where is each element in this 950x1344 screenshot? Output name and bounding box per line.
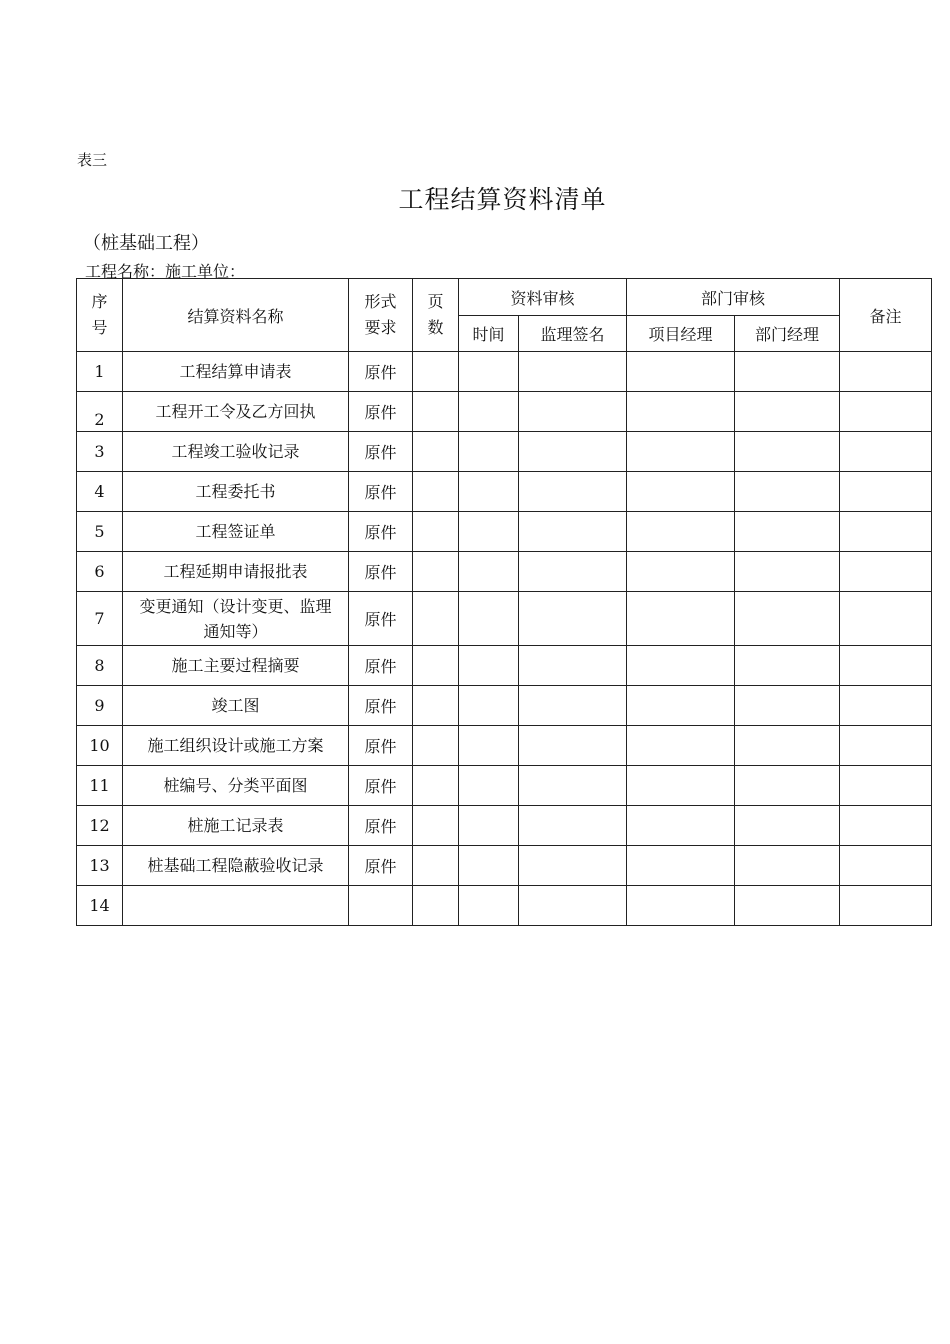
row-number: 1 xyxy=(77,352,123,392)
row-supervisor-sign-cell[interactable] xyxy=(519,512,627,552)
header-project-manager: 项目经理 xyxy=(627,316,735,352)
row-form-requirement: 原件 xyxy=(349,392,413,432)
row-number: 7 xyxy=(77,592,123,646)
row-form-requirement: 原件 xyxy=(349,646,413,686)
row-pages-cell[interactable] xyxy=(413,886,459,926)
row-time-cell[interactable] xyxy=(459,552,519,592)
row-time-cell[interactable] xyxy=(459,726,519,766)
row-number: 9 xyxy=(77,686,123,726)
row-dept-manager-cell[interactable] xyxy=(735,512,840,552)
row-remarks-cell[interactable] xyxy=(840,726,932,766)
table-number-label: 表三 xyxy=(77,151,108,169)
row-document-name: 工程委托书 xyxy=(123,472,349,512)
row-number: 2 xyxy=(77,392,123,432)
settlement-document-table xyxy=(76,278,932,926)
row-document-name-line1: 变更通知（设计变更、监理 xyxy=(139,596,332,616)
row-document-name: 竣工图 xyxy=(123,686,349,726)
row-number: 13 xyxy=(77,846,123,886)
header-pages-line2: 数 xyxy=(427,318,444,337)
row-dept-manager-cell[interactable] xyxy=(735,472,840,512)
table-row xyxy=(77,352,932,392)
row-form-requirement: 原件 xyxy=(349,686,413,726)
row-time-cell[interactable] xyxy=(459,766,519,806)
row-document-name: 工程开工令及乙方回执 xyxy=(123,392,349,432)
header-form xyxy=(349,279,413,352)
header-pages xyxy=(413,279,459,352)
row-dept-manager-cell[interactable] xyxy=(735,432,840,472)
row-pages-cell[interactable] xyxy=(413,806,459,846)
row-dept-manager-cell[interactable] xyxy=(735,552,840,592)
row-document-name: 桩基础工程隐蔽验收记录 xyxy=(123,846,349,886)
row-pages-cell[interactable] xyxy=(413,646,459,686)
row-supervisor-sign-cell[interactable] xyxy=(519,592,627,646)
header-time: 时间 xyxy=(459,316,519,352)
row-number: 8 xyxy=(77,646,123,686)
row-form-requirement: 原件 xyxy=(349,352,413,392)
row-dept-manager-cell[interactable] xyxy=(735,646,840,686)
row-document-name: 工程签证单 xyxy=(123,512,349,552)
row-time-cell[interactable] xyxy=(459,846,519,886)
row-dept-manager-cell[interactable] xyxy=(735,886,840,926)
header-supervisor-sign: 监理签名 xyxy=(519,316,627,352)
table-row xyxy=(77,766,932,806)
row-time-cell[interactable] xyxy=(459,806,519,846)
table-row xyxy=(77,686,932,726)
row-pages-cell[interactable] xyxy=(413,766,459,806)
header-seq-line2: 号 xyxy=(91,318,108,337)
header-seq xyxy=(77,279,123,352)
row-document-name: 工程竣工验收记录 xyxy=(123,432,349,472)
row-form-requirement: 原件 xyxy=(349,592,413,646)
row-document-name-line2: 通知等） xyxy=(203,621,268,641)
row-remarks-cell[interactable] xyxy=(840,646,932,686)
row-form-requirement: 原件 xyxy=(349,472,413,512)
row-number: 6 xyxy=(77,552,123,592)
row-remarks-cell[interactable] xyxy=(840,886,932,926)
row-project-manager-cell[interactable] xyxy=(627,472,735,512)
row-supervisor-sign-cell[interactable] xyxy=(519,646,627,686)
header-name: 结算资料名称 xyxy=(123,279,349,352)
row-dept-manager-cell[interactable] xyxy=(735,806,840,846)
header-form-line2: 要求 xyxy=(364,318,397,337)
row-document-name[interactable] xyxy=(123,886,349,926)
row-time-cell[interactable] xyxy=(459,686,519,726)
row-project-manager-cell[interactable] xyxy=(627,806,735,846)
row-number: 10 xyxy=(77,726,123,766)
row-project-manager-cell[interactable] xyxy=(627,392,735,432)
row-number: 3 xyxy=(77,432,123,472)
row-document-name: 桩编号、分类平面图 xyxy=(123,766,349,806)
row-dept-manager-cell[interactable] xyxy=(735,392,840,432)
project-info-line: 工程名称：施工单位： xyxy=(85,262,246,281)
row-project-manager-cell[interactable] xyxy=(627,766,735,806)
header-doc-review: 资料审核 xyxy=(459,279,627,316)
row-pages-cell[interactable] xyxy=(413,726,459,766)
row-dept-manager-cell[interactable] xyxy=(735,686,840,726)
row-document-name: 桩施工记录表 xyxy=(123,806,349,846)
row-form-requirement: 原件 xyxy=(349,846,413,886)
document-title: 工程结算资料清单 xyxy=(398,185,607,214)
row-dept-manager-cell[interactable] xyxy=(735,726,840,766)
row-form-requirement: 原件 xyxy=(349,806,413,846)
row-project-manager-cell[interactable] xyxy=(627,646,735,686)
row-dept-manager-cell[interactable] xyxy=(735,766,840,806)
row-project-manager-cell[interactable] xyxy=(627,352,735,392)
row-form-requirement: 原件 xyxy=(349,766,413,806)
row-form-requirement[interactable] xyxy=(349,886,413,926)
row-pages-cell[interactable] xyxy=(413,512,459,552)
table-row xyxy=(77,726,932,766)
row-number: 12 xyxy=(77,806,123,846)
row-project-manager-cell[interactable] xyxy=(627,686,735,726)
row-remarks-cell[interactable] xyxy=(840,766,932,806)
row-document-name xyxy=(123,592,349,646)
row-supervisor-sign-cell[interactable] xyxy=(519,392,627,432)
row-remarks-cell[interactable] xyxy=(840,472,932,512)
row-pages-cell[interactable] xyxy=(413,552,459,592)
row-supervisor-sign-cell[interactable] xyxy=(519,886,627,926)
row-pages-cell[interactable] xyxy=(413,352,459,392)
table-row xyxy=(77,512,932,552)
row-supervisor-sign-cell[interactable] xyxy=(519,352,627,392)
row-time-cell[interactable] xyxy=(459,646,519,686)
row-form-requirement: 原件 xyxy=(349,432,413,472)
row-supervisor-sign-cell[interactable] xyxy=(519,432,627,472)
row-remarks-cell[interactable] xyxy=(840,846,932,886)
table-row xyxy=(77,646,932,686)
row-time-cell[interactable] xyxy=(459,886,519,926)
row-time-cell[interactable] xyxy=(459,592,519,646)
row-pages-cell[interactable] xyxy=(413,846,459,886)
document-subtitle: （桩基础工程） xyxy=(83,233,209,254)
header-remarks: 备注 xyxy=(840,279,932,352)
table-row xyxy=(77,552,932,592)
table-row xyxy=(77,886,932,926)
row-dept-manager-cell[interactable] xyxy=(735,592,840,646)
row-pages-cell[interactable] xyxy=(413,592,459,646)
row-project-manager-cell[interactable] xyxy=(627,512,735,552)
row-supervisor-sign-cell[interactable] xyxy=(519,472,627,512)
row-pages-cell[interactable] xyxy=(413,432,459,472)
header-form-line1: 形式 xyxy=(364,292,397,311)
row-dept-manager-cell[interactable] xyxy=(735,846,840,886)
row-document-name: 施工组织设计或施工方案 xyxy=(123,726,349,766)
table-row xyxy=(77,472,932,512)
row-pages-cell[interactable] xyxy=(413,472,459,512)
row-project-manager-cell[interactable] xyxy=(627,432,735,472)
table-row xyxy=(77,392,932,432)
row-time-cell[interactable] xyxy=(459,472,519,512)
row-remarks-cell[interactable] xyxy=(840,432,932,472)
row-remarks-cell[interactable] xyxy=(840,552,932,592)
row-time-cell[interactable] xyxy=(459,352,519,392)
row-document-name: 工程延期申请报批表 xyxy=(123,552,349,592)
row-pages-cell[interactable] xyxy=(413,392,459,432)
row-project-manager-cell[interactable] xyxy=(627,552,735,592)
row-project-manager-cell[interactable] xyxy=(627,592,735,646)
table-row xyxy=(77,432,932,472)
row-supervisor-sign-cell[interactable] xyxy=(519,552,627,592)
row-form-requirement: 原件 xyxy=(349,512,413,552)
row-remarks-cell[interactable] xyxy=(840,512,932,552)
row-form-requirement: 原件 xyxy=(349,552,413,592)
row-remarks-cell[interactable] xyxy=(840,592,932,646)
row-project-manager-cell[interactable] xyxy=(627,886,735,926)
row-number: 5 xyxy=(77,512,123,552)
row-remarks-cell[interactable] xyxy=(840,686,932,726)
row-pages-cell[interactable] xyxy=(413,686,459,726)
table-row xyxy=(77,592,932,646)
row-supervisor-sign-cell[interactable] xyxy=(519,726,627,766)
row-dept-manager-cell[interactable] xyxy=(735,352,840,392)
row-document-name: 施工主要过程摘要 xyxy=(123,646,349,686)
row-supervisor-sign-cell[interactable] xyxy=(519,806,627,846)
row-supervisor-sign-cell[interactable] xyxy=(519,686,627,726)
row-remarks-cell[interactable] xyxy=(840,392,932,432)
row-number: 4 xyxy=(77,472,123,512)
row-supervisor-sign-cell[interactable] xyxy=(519,846,627,886)
row-remarks-cell[interactable] xyxy=(840,806,932,846)
row-number: 11 xyxy=(77,766,123,806)
row-project-manager-cell[interactable] xyxy=(627,726,735,766)
row-time-cell[interactable] xyxy=(459,512,519,552)
row-remarks-cell[interactable] xyxy=(840,352,932,392)
header-pages-line1: 页 xyxy=(427,292,444,311)
row-number: 14 xyxy=(77,886,123,926)
row-time-cell[interactable] xyxy=(459,392,519,432)
row-project-manager-cell[interactable] xyxy=(627,846,735,886)
row-form-requirement: 原件 xyxy=(349,726,413,766)
header-dept-manager: 部门经理 xyxy=(735,316,840,352)
header-dept-review: 部门审核 xyxy=(627,279,840,316)
row-document-name: 工程结算申请表 xyxy=(123,352,349,392)
row-time-cell[interactable] xyxy=(459,432,519,472)
table-row xyxy=(77,846,932,886)
row-supervisor-sign-cell[interactable] xyxy=(519,766,627,806)
table-row xyxy=(77,806,932,846)
header-seq-line1: 序 xyxy=(91,292,108,311)
